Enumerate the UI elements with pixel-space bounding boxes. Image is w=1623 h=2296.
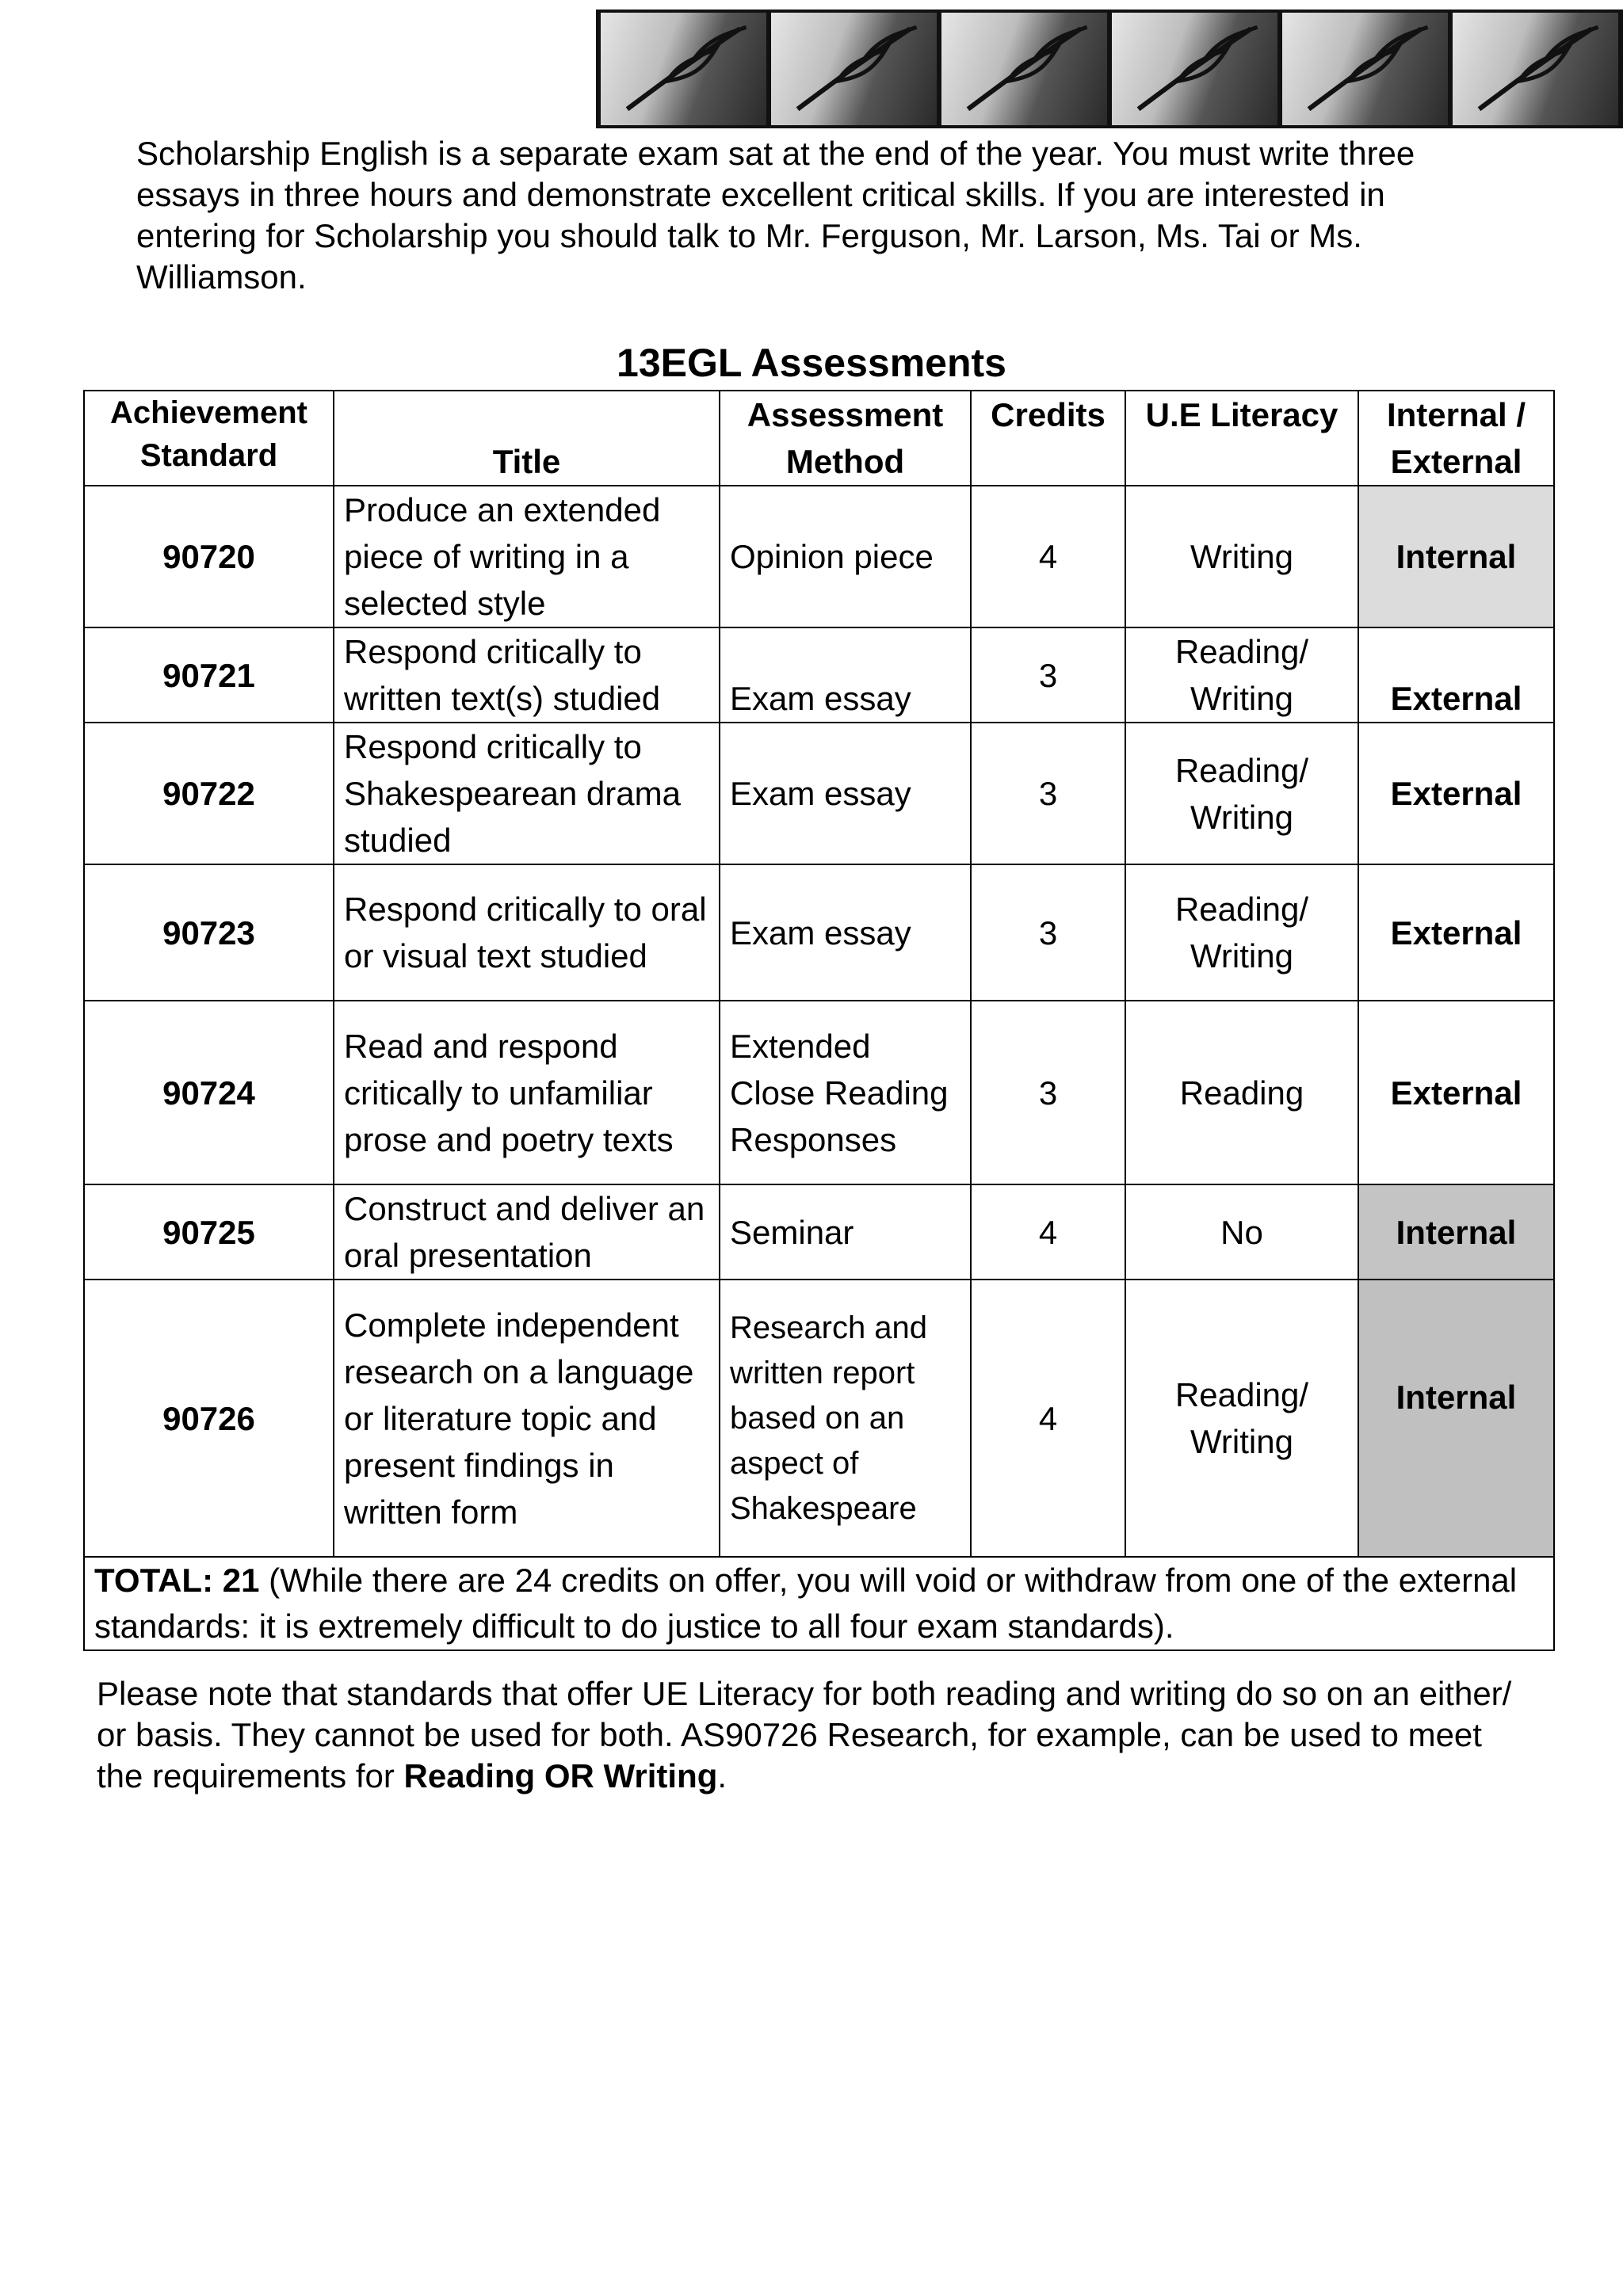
assessment-method: Exam essay [720, 723, 971, 864]
note-end: . [717, 1757, 727, 1794]
standard-title: Respond critically to written text(s) studied [334, 627, 720, 723]
quill-tile [941, 13, 1107, 125]
assessment-method: Research and written report based on an aspect of Shakespeare [720, 1280, 971, 1557]
scholarship-intro: Scholarship English is a separate exam sat at the end of the year. You must write three essays in three hours and demonstrate excellent critical skills. If you are interested in entering for Scholarship you should talk to Mr. Ferguson, Mr. Larson, Ms. Tai or Ms. Williamson. [136, 135, 1415, 296]
header-method: Assessment Method [720, 391, 971, 486]
assessment-method: Seminar [720, 1184, 971, 1280]
standard-number: 90721 [84, 627, 334, 723]
assessments-table [83, 390, 1555, 1651]
standard-title: Read and respond critically to unfamiliar prose and poetry texts [334, 1001, 720, 1184]
quill-pen-icon [1453, 13, 1618, 125]
credits-value: 3 [971, 864, 1125, 1001]
assessment-method: Opinion piece [720, 486, 971, 627]
header-title: Title [334, 391, 720, 486]
note-emphasis: Reading OR Writing [403, 1757, 718, 1794]
header-credits: Credits [971, 391, 1125, 486]
table-row [84, 486, 1554, 627]
header-literacy: U.E Literacy [1125, 391, 1358, 486]
table-title: 13EGL Assessments [617, 341, 1006, 385]
internal-external-value: External [1358, 1001, 1554, 1184]
standard-title: Respond critically to oral or visual text studied [334, 864, 720, 1001]
literacy-value: Reading [1125, 1001, 1358, 1184]
standard-title: Respond critically to Shakespearean drama studied [334, 723, 720, 864]
internal-external-value: External [1358, 627, 1554, 723]
header-standard: Achievement Standard [84, 391, 334, 486]
standard-number: 90726 [84, 1280, 334, 1557]
internal-external-value: Internal [1358, 1280, 1554, 1557]
credits-value: 4 [971, 1184, 1125, 1280]
header-internal-external: Internal / External [1358, 391, 1554, 486]
quill-tile [601, 13, 766, 125]
standard-number: 90725 [84, 1184, 334, 1280]
literacy-value: Reading/ Writing [1125, 627, 1358, 723]
quill-tile [771, 13, 937, 125]
literacy-value: No [1125, 1184, 1358, 1280]
credits-value: 3 [971, 1001, 1125, 1184]
total-row [84, 1557, 1554, 1650]
standard-number: 90724 [84, 1001, 334, 1184]
table-row [84, 723, 1554, 864]
table-row [84, 1001, 1554, 1184]
quill-tile [1453, 13, 1618, 125]
quill-pen-icon [1112, 13, 1277, 125]
standard-number: 90722 [84, 723, 334, 864]
note-text: Please note that standards that offer UE Literacy for both reading and writing do so on an either/ or basis. They cannot be used for both. AS90726 Research, for example, can be used to meet the requirements for [97, 1675, 1512, 1794]
credits-value: 3 [971, 723, 1125, 864]
quill-pen-icon [941, 13, 1107, 125]
assessment-method: Exam essay [720, 627, 971, 723]
quill-tile [1112, 13, 1277, 125]
literacy-value: Reading/ Writing [1125, 864, 1358, 1001]
literacy-value: Reading/ Writing [1125, 723, 1358, 864]
total-label: TOTAL: 21 [94, 1562, 260, 1599]
standard-title: Complete independent research on a language or literature topic and present findings in written form [334, 1280, 720, 1557]
table-row [84, 627, 1554, 723]
standard-title: Construct and deliver an oral presentation [334, 1184, 720, 1280]
internal-external-value: Internal [1358, 486, 1554, 627]
internal-external-value: Internal [1358, 1184, 1554, 1280]
quill-tile [1282, 13, 1448, 125]
quill-banner [596, 10, 1623, 128]
quill-pen-icon [771, 13, 937, 125]
credits-value: 4 [971, 1280, 1125, 1557]
assessment-method: Extended Close Reading Responses [720, 1001, 971, 1184]
table-row [84, 864, 1554, 1001]
internal-external-value: External [1358, 723, 1554, 864]
literacy-note [97, 1673, 1523, 1797]
table-row [84, 1184, 1554, 1280]
assessment-method: Exam essay [720, 864, 971, 1001]
quill-pen-icon [1282, 13, 1448, 125]
credits-value: 4 [971, 486, 1125, 627]
standard-number: 90723 [84, 864, 334, 1001]
literacy-value: Writing [1125, 486, 1358, 627]
table-row [84, 1280, 1554, 1557]
total-explanation: (While there are 24 credits on offer, you will void or withdraw from one of the external standards: it is extremely difficult to do justice to all four exam standards). [94, 1562, 1518, 1645]
credits-value: 3 [971, 627, 1125, 723]
table-header-row [84, 391, 1554, 486]
standard-number: 90720 [84, 486, 334, 627]
quill-pen-icon [601, 13, 766, 125]
total-cell [84, 1557, 1554, 1650]
literacy-value: Reading/ Writing [1125, 1280, 1358, 1557]
internal-external-value: External [1358, 864, 1554, 1001]
standard-title: Produce an extended piece of writing in a selected style [334, 486, 720, 627]
